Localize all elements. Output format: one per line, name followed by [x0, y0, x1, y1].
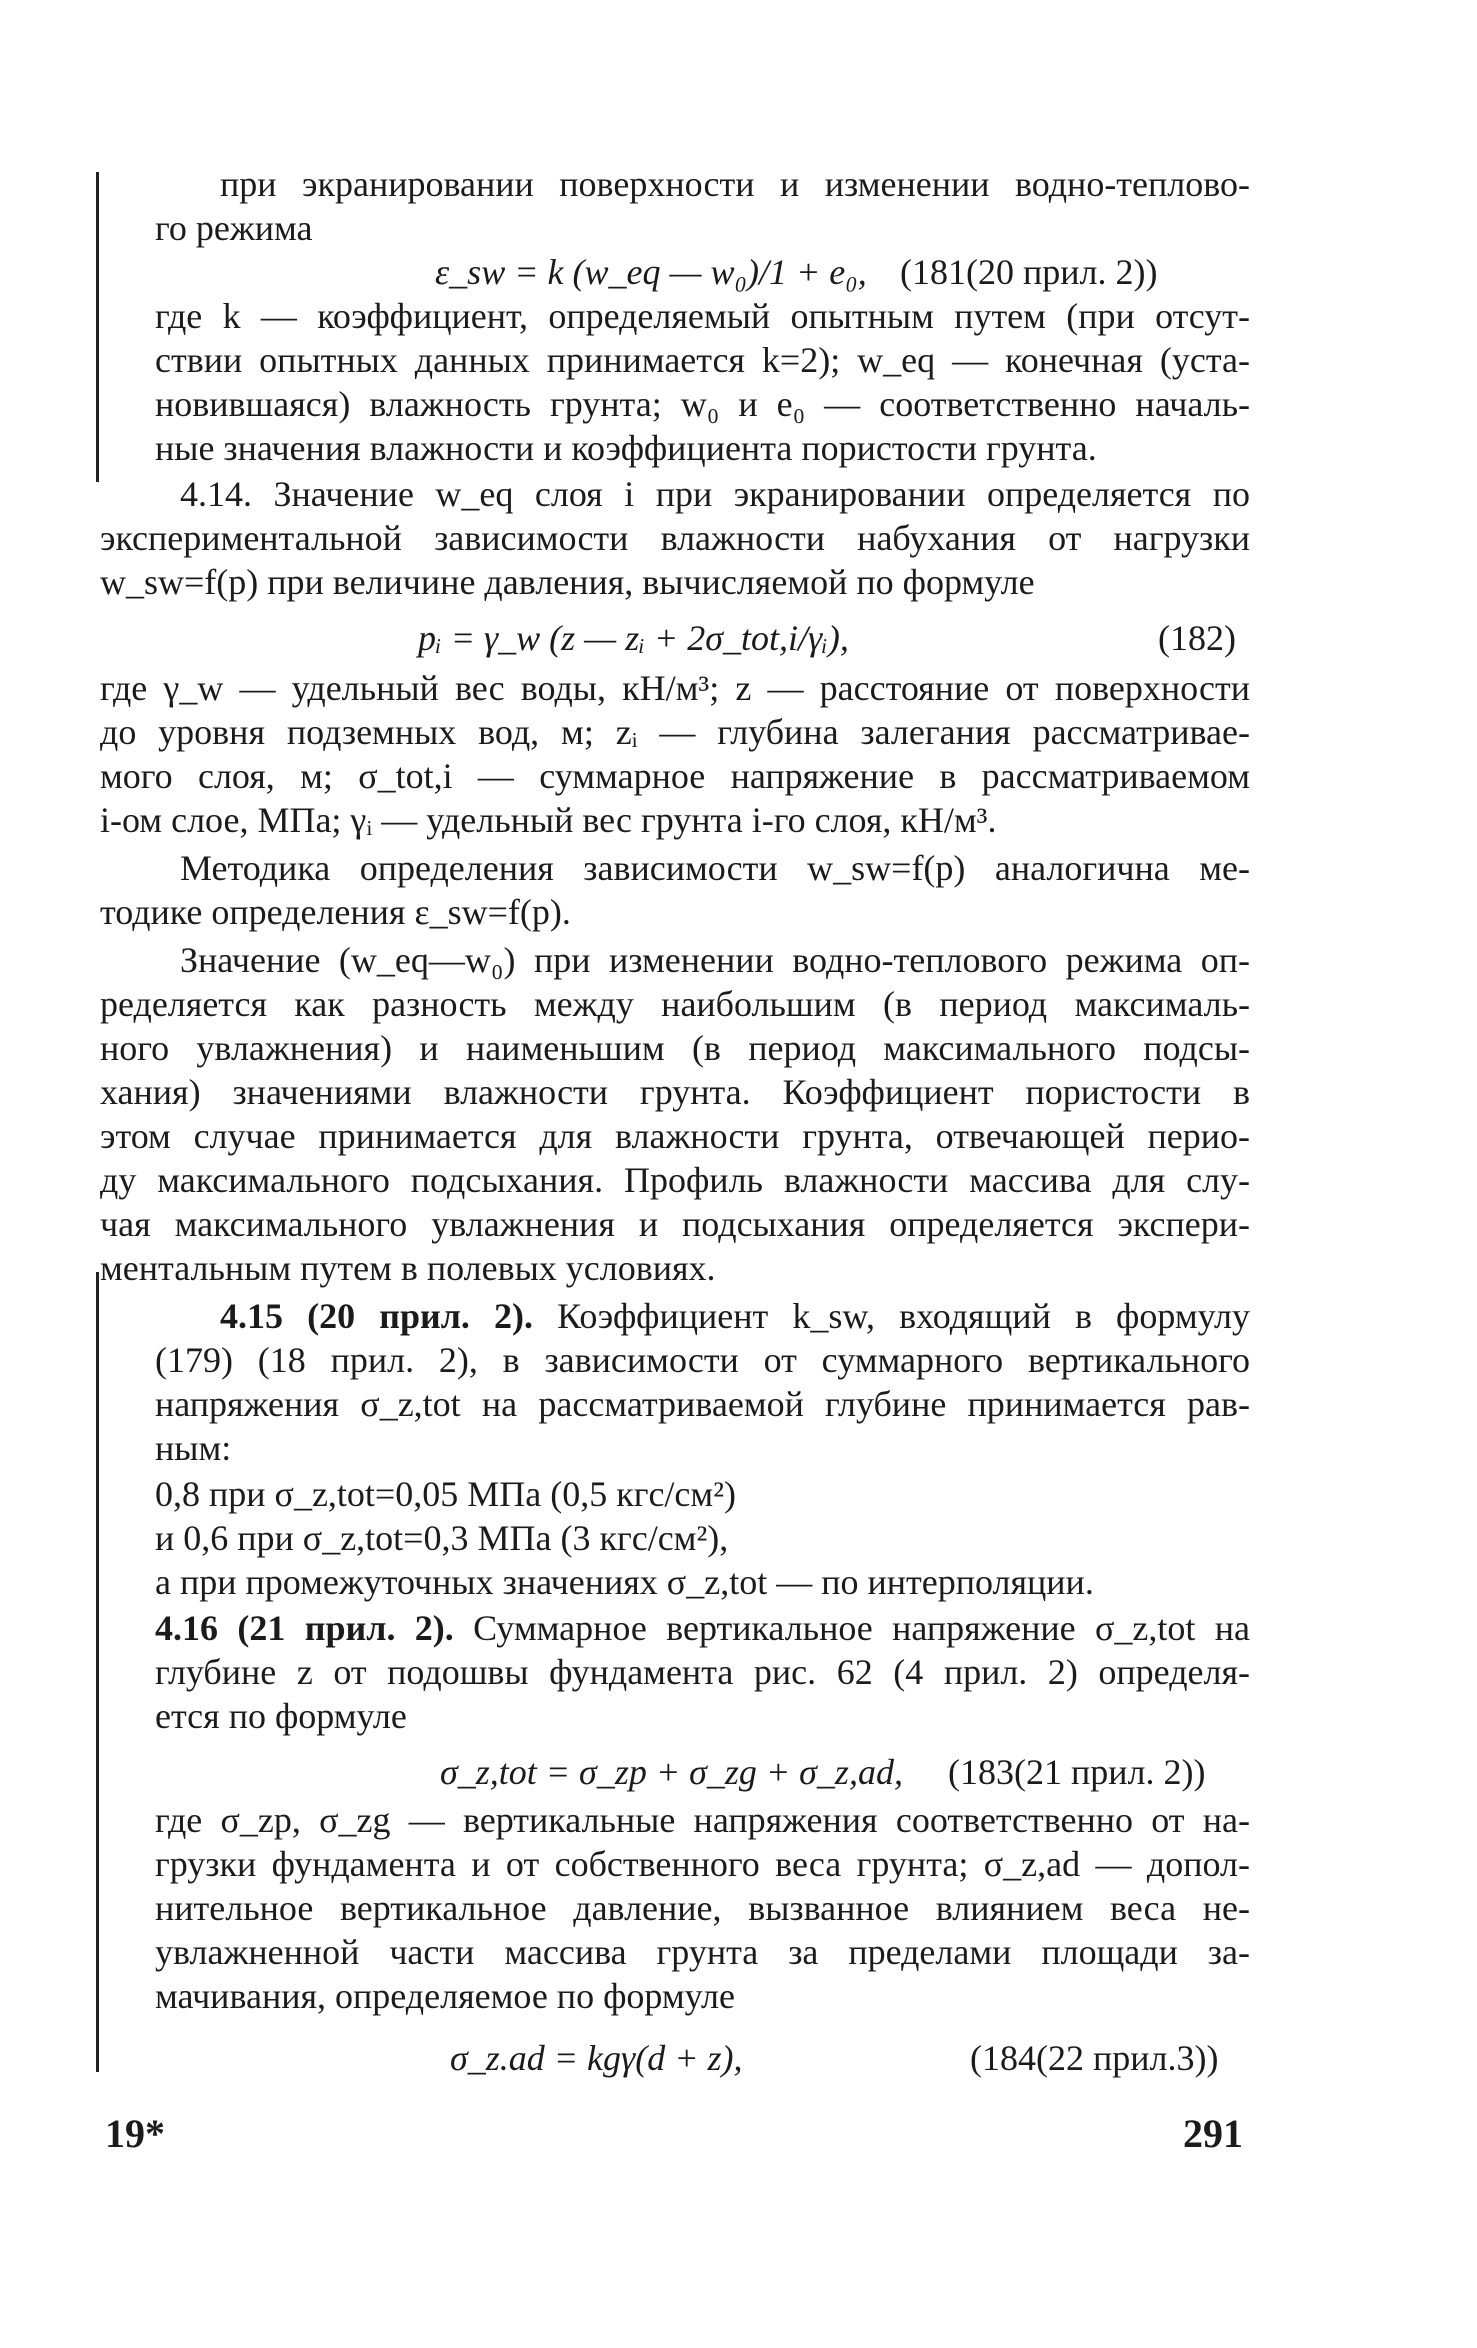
text-line: грузки фундамента и от собственного веса грунта; σ_z,ad — допол- — [155, 1844, 1250, 1884]
margin-rule — [96, 172, 99, 482]
text-line: ется по формуле — [155, 1696, 407, 1736]
text-line: ные значения влажности и коэффициента пористости грунта. — [155, 428, 1097, 468]
text-line: Методика определения зависимости w_sw=f(p) аналогична ме- — [180, 848, 1250, 888]
text-line: 0,8 при σ_z,tot=0,05 МПа (0,5 кгс/см²) — [155, 1474, 736, 1514]
text-line: где γ_w — удельный вес воды, кН/м³; z — расстояние от поверхности — [100, 668, 1250, 708]
text-line: глубине z от подошвы фундамента рис. 62 (4 прил. 2) определя- — [155, 1652, 1250, 1692]
page-number: 291 — [1183, 2111, 1243, 2156]
text-line: го режима — [155, 208, 313, 248]
text-line: где k — коэффициент, определяемый опытным путем (при отсут- — [155, 296, 1250, 336]
text-line: где σ_zp, σ_zg — вертикальные напряжения соответственно от на- — [155, 1800, 1250, 1840]
text-line: нительное вертикальное давление, вызванное влиянием веса не- — [155, 1888, 1250, 1928]
text-line: 4.14. Значение w_eq слоя i при экранировании определяется по — [180, 474, 1250, 514]
equation-183: σ_z,tot = σ_zp + σ_zg + σ_z,ad, — [440, 1752, 903, 1792]
section-heading: 4.15 (20 прил. 2). — [220, 1296, 534, 1336]
text-line: при экранировании поверхности и изменении водно-теплово- — [220, 164, 1250, 204]
signature-mark: 19* — [105, 2111, 165, 2156]
text-line: мого слоя, м; σ_tot,i — суммарное напряжение в рассматриваемом — [100, 756, 1250, 796]
text-line: экспериментальной зависимости влажности набухания от нагрузки — [100, 518, 1250, 558]
text-line: w_sw=f(p) при величине давления, вычисляемой по формуле — [100, 562, 1035, 602]
margin-rule — [96, 1272, 99, 2072]
text-span: Суммарное вертикальное напряжение σ_z,tot на — [453, 1608, 1251, 1648]
equation-number: (182) — [1158, 618, 1236, 658]
text-line: мачивания, определяемое по формуле — [155, 1976, 735, 2016]
text-line: ствии опытных данных принимается k=2); w_eq — конечная (уста- — [155, 340, 1250, 380]
text-line — [155, 1606, 1250, 1650]
text-line — [155, 1294, 1250, 1338]
equation-182: pᵢ = γ_w (z — zᵢ + 2σ_tot,i/γᵢ), — [418, 618, 849, 658]
text-line: этом случае принимается для влажности грунта, отвечающей перио- — [100, 1116, 1250, 1156]
text-line: чая максимального увлажнения и подсыхания определяется экспери- — [100, 1204, 1250, 1244]
text-line: новившаяся) влажность грунта; w₀ и e₀ — соответственно началь- — [155, 384, 1250, 424]
text-line: увлажненной части массива грунта за пределами площади за- — [155, 1932, 1250, 1972]
text-line: ределяется как разность между наибольшим (в период максималь- — [100, 984, 1250, 1024]
text-line: ду максимального подсыхания. Профиль влажности массива для слу- — [100, 1160, 1250, 1200]
text-line: ного увлажнения) и наименьшим (в период максимального подсы- — [100, 1028, 1250, 1068]
equation-number: (181(20 прил. 2)) — [900, 252, 1158, 292]
text-line: тодике определения ε_sw=f(p). — [100, 892, 571, 932]
text-line: ментальным путем в полевых условиях. — [100, 1248, 716, 1288]
text-line: ным: — [155, 1428, 232, 1468]
equation-184: σ_z.ad = kgγ(d + z), — [450, 2038, 743, 2078]
text-line: и 0,6 при σ_z,tot=0,3 МПа (3 кгс/см²), — [155, 1518, 729, 1558]
text-line: (179) (18 прил. 2), в зависимости от суммарного вертикального — [155, 1340, 1250, 1380]
text-line: Значение (w_eq—w₀) при изменении водно-теплового режима оп- — [180, 940, 1250, 980]
text-line: до уровня подземных вод, м; zᵢ — глубина залегания рассматривае- — [100, 712, 1250, 752]
equation-number: (184(22 прил.3)) — [970, 2038, 1219, 2078]
text-line: а при промежуточных значениях σ_z,tot — по интерполяции. — [155, 1562, 1094, 1602]
text-line: напряжения σ_z,tot на рассматриваемой глубине принимается рав- — [155, 1384, 1250, 1424]
equation-181: ε_sw = k (w_eq — w₀)/1 + e₀, — [435, 252, 867, 292]
section-heading: 4.16 (21 прил. 2). — [155, 1608, 454, 1648]
text-line: хания) значениями влажности грунта. Коэффициент пористости в — [100, 1072, 1250, 1112]
text-line: i-ом слое, МПа; γᵢ — удельный вес грунта i-го слоя, кН/м³. — [100, 800, 997, 840]
text-span: Коэффициент k_sw, входящий в формулу — [533, 1296, 1250, 1336]
equation-number: (183(21 прил. 2)) — [948, 1752, 1206, 1792]
